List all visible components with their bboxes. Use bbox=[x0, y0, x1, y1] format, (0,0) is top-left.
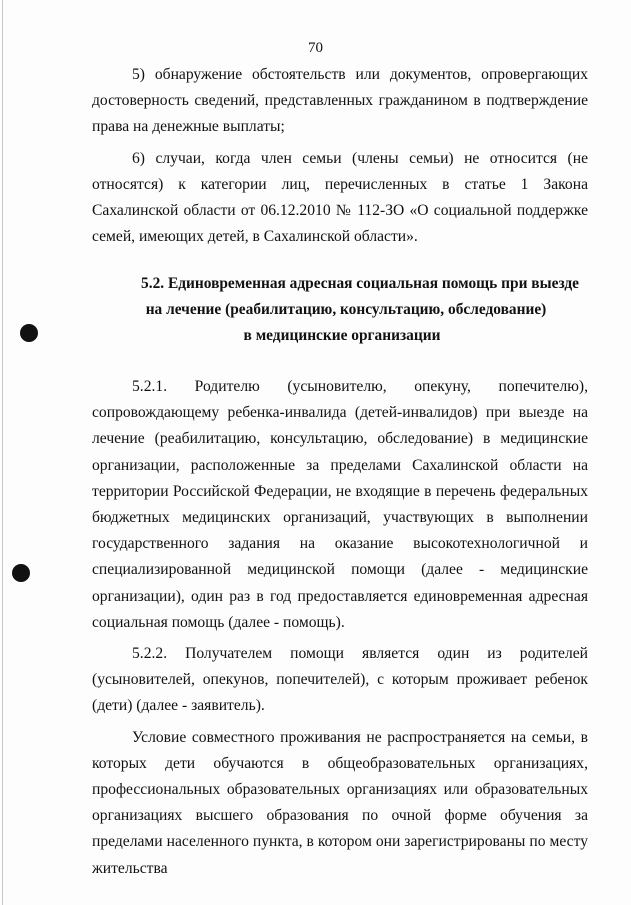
punch-hole-mark bbox=[12, 564, 30, 582]
section-body bbox=[92, 374, 588, 882]
section-heading bbox=[92, 271, 628, 350]
list-item-6: 6) случаи, когда член семьи (члены семьи) не относится (не относятся) к категории лиц, перечисленных в статье 1 Закона Сахалинской области от 06.12.2010 № 112-ЗО «О социальной поддержке семей, имеющих детей, в Сахалинской области». bbox=[92, 149, 588, 246]
section-heading-line-3: в медицинские организации bbox=[243, 327, 441, 345]
page-number: 70 bbox=[308, 40, 323, 56]
punch-hole-mark bbox=[20, 324, 38, 342]
list-item-5: 5) обнаружение обстоятельств или документов, опровергающих достоверность сведений, представленных гражданином в подтверждение права на денежные выплаты; bbox=[92, 66, 588, 136]
scan-edge-line bbox=[2, 0, 3, 905]
clause-5-2-2: 5.2.2. Получателем помощи является один из родителей (усыновителей, опекунов, попечителей), с которым проживает ребенок (дети) (далее - заявитель). bbox=[92, 645, 588, 715]
section-heading-line-2: на лечение (реабилитацию, консультацию, обследование) bbox=[145, 301, 547, 319]
section-heading-line-1: 5.2. Единовременная адресная социальная помощь при выезде bbox=[141, 275, 579, 292]
cohabitation-condition-paragraph: Условие совместного проживания не распространяется на семьи, в которых дети обучаются в общеобразовательных организациях, профессиональных образовательных организациях или образовательных организациях высшего образования по очной форме обучения за пределами населенного пункта, в котором они зарегистрированы по месту жительства bbox=[92, 728, 588, 877]
clause-5-2-1: 5.2.1. Родителю (усыновителю, опекуну, попечителю), сопровождающему ребенка-инвалида (детей-инвалидов) при выезде на лечение (реабилитацию, консультацию, обследование) в медицинские организации, расположенные за пределами Сахалинской области на территории Российской Федерации, не входящие в перечень федеральных бюджетных медицинских организаций, участвующих в выполнении государственного задания на оказание высокотехнологичной и специализированной медицинской помощи (далее - медицинские организации), один раз в год предоставляется единовременная адресная социальная помощь (далее - помощь). bbox=[92, 378, 588, 631]
preceding-list-block bbox=[92, 62, 588, 250]
